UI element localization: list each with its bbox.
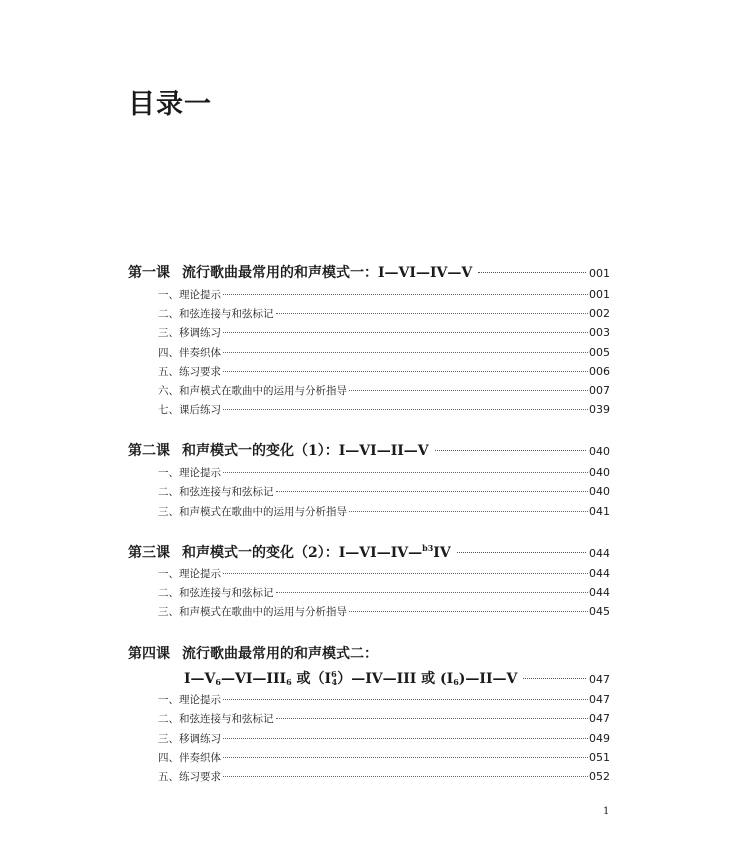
dot-leader bbox=[349, 611, 588, 612]
item-label: 一、理论提示 bbox=[158, 467, 221, 479]
toc-item[interactable] bbox=[158, 402, 610, 417]
page-number: 1 bbox=[603, 806, 610, 817]
item-label: 三、和声模式在歌曲中的运用与分析指导 bbox=[158, 606, 347, 618]
item-page: 040 bbox=[589, 485, 610, 498]
lesson-title: 流行歌曲最常用的和声模式二： bbox=[182, 646, 378, 662]
item-label: 七、课后练习 bbox=[158, 404, 221, 416]
dot-leader bbox=[223, 294, 588, 295]
item-label: 三、移调练习 bbox=[158, 733, 221, 745]
dot-leader bbox=[276, 592, 589, 593]
dot-leader bbox=[223, 573, 588, 574]
item-page: 041 bbox=[589, 505, 610, 518]
item-page: 040 bbox=[589, 466, 610, 479]
item-page: 006 bbox=[589, 365, 610, 378]
lesson-page: 044 bbox=[589, 547, 610, 560]
chord-sub: 6 bbox=[453, 677, 459, 687]
dot-leader bbox=[223, 352, 588, 353]
lesson-page: 001 bbox=[589, 267, 610, 280]
lesson-title bbox=[182, 542, 451, 562]
toc-item[interactable] bbox=[158, 325, 610, 340]
toc-lesson-2[interactable] bbox=[128, 440, 610, 460]
dot-leader bbox=[276, 313, 589, 314]
chord-text: )—II—V bbox=[458, 671, 518, 687]
item-page: 044 bbox=[589, 586, 610, 599]
item-page: 003 bbox=[589, 326, 610, 339]
chord-text: ）—IV—III 或 (I bbox=[337, 671, 454, 687]
item-label: 二、和弦连接与和弦标记 bbox=[158, 587, 274, 599]
item-label: 一、理论提示 bbox=[158, 289, 221, 301]
page-title: 目录一 bbox=[128, 89, 212, 120]
toc-item[interactable] bbox=[158, 769, 610, 784]
item-page: 049 bbox=[589, 732, 610, 745]
item-page: 002 bbox=[589, 307, 610, 320]
progression-text bbox=[184, 668, 517, 688]
chord-sub: 6 bbox=[286, 677, 292, 687]
dot-leader bbox=[223, 757, 588, 758]
item-page: 005 bbox=[589, 346, 610, 359]
item-page: 001 bbox=[589, 288, 610, 301]
dot-leader bbox=[435, 450, 586, 451]
lesson-title-end: IV bbox=[433, 545, 451, 561]
toc-item[interactable] bbox=[158, 484, 610, 499]
toc-item[interactable] bbox=[158, 711, 610, 726]
toc-lesson-4-progression[interactable] bbox=[184, 668, 610, 688]
toc-item[interactable] bbox=[158, 604, 610, 619]
dot-leader bbox=[223, 738, 588, 739]
toc-item[interactable] bbox=[158, 692, 610, 707]
item-page: 052 bbox=[589, 770, 610, 783]
dot-leader bbox=[478, 272, 586, 273]
dot-leader bbox=[223, 699, 588, 700]
dot-leader bbox=[457, 552, 586, 553]
dot-leader bbox=[276, 718, 589, 719]
toc-item[interactable] bbox=[158, 345, 610, 360]
dot-leader bbox=[276, 491, 589, 492]
chord-text: I—V bbox=[184, 671, 216, 687]
toc-item[interactable] bbox=[158, 287, 610, 302]
item-label: 二、和弦连接与和弦标记 bbox=[158, 713, 274, 725]
toc-item[interactable] bbox=[158, 364, 610, 379]
dot-leader bbox=[223, 371, 588, 372]
lesson-number: 第二课 bbox=[128, 443, 170, 459]
toc-item[interactable] bbox=[158, 383, 610, 398]
toc-item[interactable] bbox=[158, 566, 610, 581]
lesson-number: 第一课 bbox=[128, 265, 170, 281]
flat-three-sup: b3 bbox=[422, 543, 434, 553]
toc-item[interactable] bbox=[158, 585, 610, 600]
lesson-number: 第三课 bbox=[128, 545, 170, 561]
item-label: 五、练习要求 bbox=[158, 771, 221, 783]
item-label: 一、理论提示 bbox=[158, 568, 221, 580]
dot-leader bbox=[223, 472, 588, 473]
item-page: 044 bbox=[589, 567, 610, 580]
lesson-title: 和声模式一的变化（1）：I—VI—II—V bbox=[182, 443, 429, 459]
toc-item[interactable] bbox=[158, 504, 610, 519]
lesson-title: 流行歌曲最常用的和声模式一：I—VI—IV—V bbox=[182, 265, 473, 281]
toc-lesson-1[interactable] bbox=[128, 262, 610, 282]
item-label: 二、和弦连接与和弦标记 bbox=[158, 486, 274, 498]
item-page: 051 bbox=[589, 751, 610, 764]
item-label: 三、移调练习 bbox=[158, 327, 221, 339]
item-page: 047 bbox=[589, 712, 610, 725]
item-label: 一、理论提示 bbox=[158, 694, 221, 706]
dot-leader bbox=[523, 678, 586, 679]
toc-item[interactable] bbox=[158, 465, 610, 480]
chord-sub: 6 bbox=[215, 677, 221, 687]
item-label: 二、和弦连接与和弦标记 bbox=[158, 308, 274, 320]
chord-text: 或（I bbox=[291, 671, 332, 687]
toc-lesson-4[interactable] bbox=[128, 643, 610, 663]
chord-text: —VI—III bbox=[221, 671, 287, 687]
toc-lesson-3[interactable] bbox=[128, 542, 610, 562]
lesson-title-main: 和声模式一的变化（2）：I—VI—IV— bbox=[182, 545, 423, 561]
dot-leader bbox=[223, 776, 588, 777]
lesson-page: 040 bbox=[589, 445, 610, 458]
item-label: 四、伴奏织体 bbox=[158, 347, 221, 359]
lesson-page: 047 bbox=[589, 673, 610, 686]
dot-leader bbox=[223, 409, 588, 410]
toc-item[interactable] bbox=[158, 306, 610, 321]
item-page: 007 bbox=[589, 384, 610, 397]
dot-leader bbox=[349, 390, 588, 391]
toc-item[interactable] bbox=[158, 750, 610, 765]
item-label: 三、和声模式在歌曲中的运用与分析指导 bbox=[158, 506, 347, 518]
chord-sup: 6 bbox=[331, 669, 337, 679]
lesson-number: 第四课 bbox=[128, 646, 170, 662]
item-label: 四、伴奏织体 bbox=[158, 752, 221, 764]
item-page: 039 bbox=[589, 403, 610, 416]
toc-item[interactable] bbox=[158, 731, 610, 746]
item-label: 五、练习要求 bbox=[158, 366, 221, 378]
item-label: 六、和声模式在歌曲中的运用与分析指导 bbox=[158, 385, 347, 397]
dot-leader bbox=[223, 332, 588, 333]
item-page: 047 bbox=[589, 693, 610, 706]
item-page: 045 bbox=[589, 605, 610, 618]
dot-leader bbox=[349, 511, 588, 512]
chord-sub: 4 bbox=[331, 677, 338, 687]
